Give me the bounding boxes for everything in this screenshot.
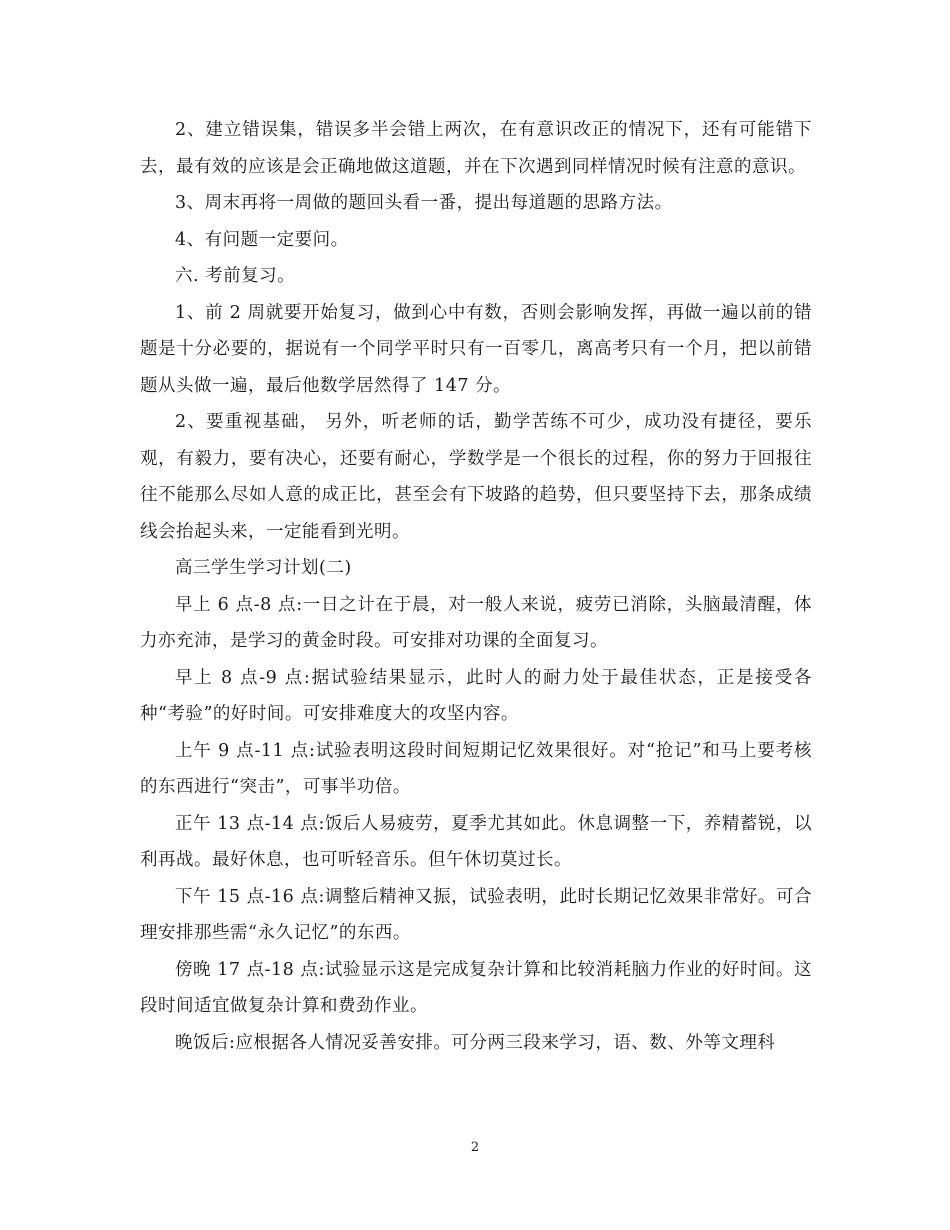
paragraph-evening-17-18: 傍晚 17 点-18 点:试验显示这是完成复杂计算和比较消耗脑力作业的好时间。这段时间适宜做复杂计算和费劲作业。 <box>140 959 812 1016</box>
paragraph-ask-questions: 4、有问题一定要问。 <box>175 229 349 250</box>
page-number: 2 <box>470 1140 480 1155</box>
section-heading-study-plan-2: 高三学生学习计划(二) <box>175 558 352 578</box>
paragraph-afternoon-15-16: 下午 15 点-16 点:调整后精神又振，试验表明，此时长期记忆效果非常好。可合理安排那些需“永久记忆”的东西。 <box>140 886 812 943</box>
paragraph-start-review-early: 1、前 2 周就要开始复习，做到心中有数，否则会影响发挥，再做一遍以前的错题是十分必要的，据说有一个同学平时只有一百零几，离高考只有一个月，把以前错题从头做一遍，最后他数学居然得了 147 分。 <box>140 302 812 396</box>
paragraph-morning-8-9: 早上 8 点-9 点:据试验结果显示，此时人的耐力处于最佳状态，正是接受各种“考验”的好时间。可安排难度大的攻坚内容。 <box>140 667 812 724</box>
document-body <box>140 112 812 1061</box>
section-heading-exam-review: 六. 考前复习。 <box>175 266 296 286</box>
paragraph-weekend-review: 3、周末再将一周做的题回头看一番，提出每道题的思路方法。 <box>175 193 673 213</box>
paragraph-error-collection: 2、建立错误集，错误多半会错上两次，在有意识改正的情况下，还有可能错下去，最有效的应该是会正确地做这道题，并在下次遇到同样情况时候有注意的意识。 <box>140 120 812 177</box>
paragraph-morning-6-8: 早上 6 点-8 点:一日之计在于晨，对一般人来说，疲劳已消除，头脑最清醒，体力亦充沛，是学习的黄金时段。可安排对功课的全面复习。 <box>140 594 812 651</box>
paragraph-after-dinner: 晚饭后:应根据各人情况妥善安排。可分两三段来学习，语、数、外等文理科 <box>175 1032 776 1053</box>
paragraph-forenoon-9-11: 上午 9 点-11 点:试验表明这段时间短期记忆效果很好。对“抢记”和马上要考核的东西进行“突击”，可事半功倍。 <box>140 740 812 797</box>
paragraph-focus-basics: 2、要重视基础， 另外，听老师的话，勤学苦练不可少，成功没有捷径，要乐观，有毅力，要有决心，还要有耐心，学数学是一个很长的过程，你的努力于回报往往不能那么尽如人意的成正比，甚至会有下坡路的趋势，但只要坚持下去，那条成绩线会抬起头来，一定能看到光明。 <box>140 412 812 542</box>
paragraph-noon-13-14: 正午 13 点-14 点:饭后人易疲劳，夏季尤其如此。休息调整一下，养精蓄锐，以利再战。最好休息，也可听轻音乐。但午休切莫过长。 <box>140 813 812 870</box>
